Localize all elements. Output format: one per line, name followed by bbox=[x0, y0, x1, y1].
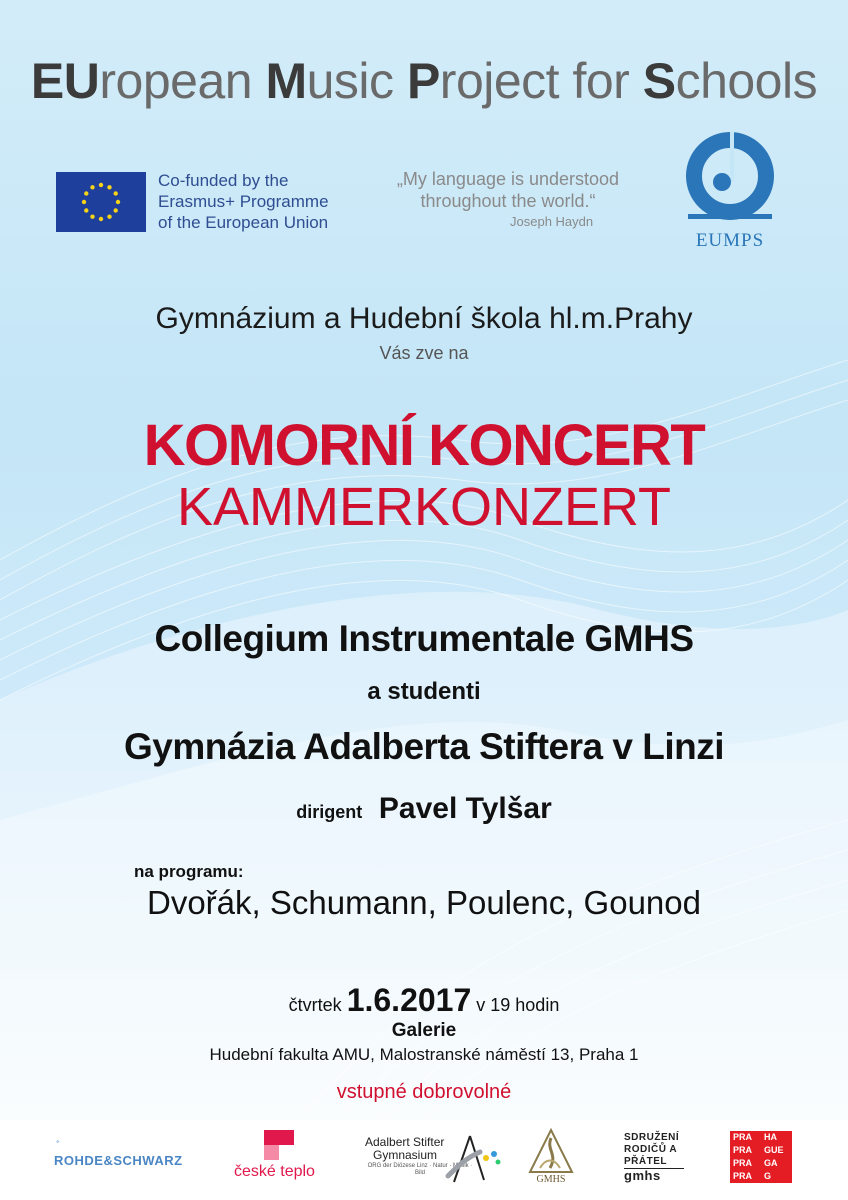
date-line bbox=[0, 982, 848, 1019]
title-part-chools: chools bbox=[675, 53, 818, 109]
eumps-label: EUMPS bbox=[695, 230, 765, 251]
conductor-line bbox=[0, 792, 848, 826]
praha-cell: PRA bbox=[733, 1171, 753, 1181]
program-composers: Dvořák, Schumann, Poulenc, Gounod bbox=[147, 884, 701, 921]
school-name: Gymnázium a Hudební škola hl.m.Prahy bbox=[155, 302, 693, 335]
stifter-brush-icon bbox=[440, 1132, 504, 1184]
guest-school: Gymnázia Adalberta Stiftera v Linzi bbox=[123, 726, 724, 767]
title-part-roject: roject for bbox=[439, 53, 643, 109]
quote-line-1: „My language is understood bbox=[396, 169, 620, 189]
title-initial-s: S bbox=[642, 53, 676, 109]
venue-address: Hudební fakulta AMU, Malostranské náměstí 13, Praha 1 bbox=[209, 1045, 639, 1064]
haydn-quote bbox=[376, 168, 640, 212]
erasmus-line-1: Co-funded by the bbox=[158, 171, 289, 190]
praha-cell: PRA bbox=[733, 1132, 753, 1142]
and-students: a studenti bbox=[367, 678, 481, 705]
event-date: 1.6.2017 bbox=[346, 982, 472, 1018]
gmhs-logo-icon bbox=[528, 1128, 574, 1174]
eu-flag-icon bbox=[56, 172, 146, 232]
quote-line-2: throughout the world.“ bbox=[420, 191, 596, 211]
sdruzeni-line-2: RODIČŮ A bbox=[624, 1144, 678, 1155]
praha-logo bbox=[730, 1131, 792, 1183]
title-part-usic: usic bbox=[306, 53, 407, 109]
gmhs-name: GMHS bbox=[536, 1174, 566, 1185]
sdruzeni-rodicu-logo bbox=[624, 1132, 684, 1182]
ceske-teplo-logo-icon bbox=[264, 1130, 294, 1160]
event-day: čtvrtek bbox=[288, 995, 342, 1015]
praha-cell: GA bbox=[764, 1158, 778, 1168]
praha-cell: PRA bbox=[733, 1158, 753, 1168]
praha-cell: PRA bbox=[733, 1145, 753, 1155]
title-part-ropean: ropean bbox=[99, 53, 266, 109]
ceske-teplo-name: české teplo bbox=[234, 1163, 315, 1180]
concert-title-cz: KOMORNÍ KONCERT bbox=[143, 413, 705, 478]
admission-note: vstupné dobrovolné bbox=[336, 1081, 512, 1103]
eumps-logo-icon bbox=[684, 132, 776, 224]
stifter-line-2: Gymnasium bbox=[373, 1148, 438, 1162]
title-initial-m: M bbox=[265, 53, 307, 109]
venue-name: Galerie bbox=[391, 1020, 457, 1041]
concert-title-de: KAMMERKONZERT bbox=[176, 477, 672, 537]
project-title bbox=[0, 52, 848, 110]
praha-cell: GUE bbox=[764, 1145, 784, 1155]
quote-author: Joseph Haydn bbox=[510, 214, 594, 229]
conductor-name: Pavel Tylšar bbox=[378, 792, 552, 825]
rohde-schwarz-name: ROHDE&SCHWARZ bbox=[54, 1153, 183, 1168]
sdruzeni-gmhs: gmhs bbox=[624, 1168, 684, 1182]
program-label: na programu: bbox=[134, 862, 244, 881]
praha-cell: G bbox=[764, 1171, 772, 1181]
sdruzeni-line-3: PŘÁTEL bbox=[624, 1156, 667, 1167]
sdruzeni-line-1: SDRUŽENÍ bbox=[624, 1132, 680, 1143]
ensemble-name: Collegium Instrumentale GMHS bbox=[154, 618, 694, 659]
stifter-subtitle: ORG der Diözese Linz · Natur · Musik · Bild bbox=[367, 1163, 473, 1176]
erasmus-cofunded-text bbox=[158, 170, 329, 233]
stifter-line-1: Adalbert Stifter bbox=[365, 1135, 445, 1149]
erasmus-line-3: of the European Union bbox=[158, 213, 329, 232]
event-time: v 19 hodin bbox=[476, 995, 560, 1015]
invitation-text: Vás zve na bbox=[379, 343, 469, 363]
rohde-schwarz-logo-icon bbox=[56, 1132, 78, 1154]
praha-cell: HA bbox=[764, 1132, 777, 1142]
title-initial-eu: EU bbox=[30, 53, 100, 109]
erasmus-line-2: Erasmus+ Programme bbox=[158, 192, 329, 211]
title-initial-p: P bbox=[406, 53, 440, 109]
conductor-label: dirigent bbox=[296, 802, 363, 822]
